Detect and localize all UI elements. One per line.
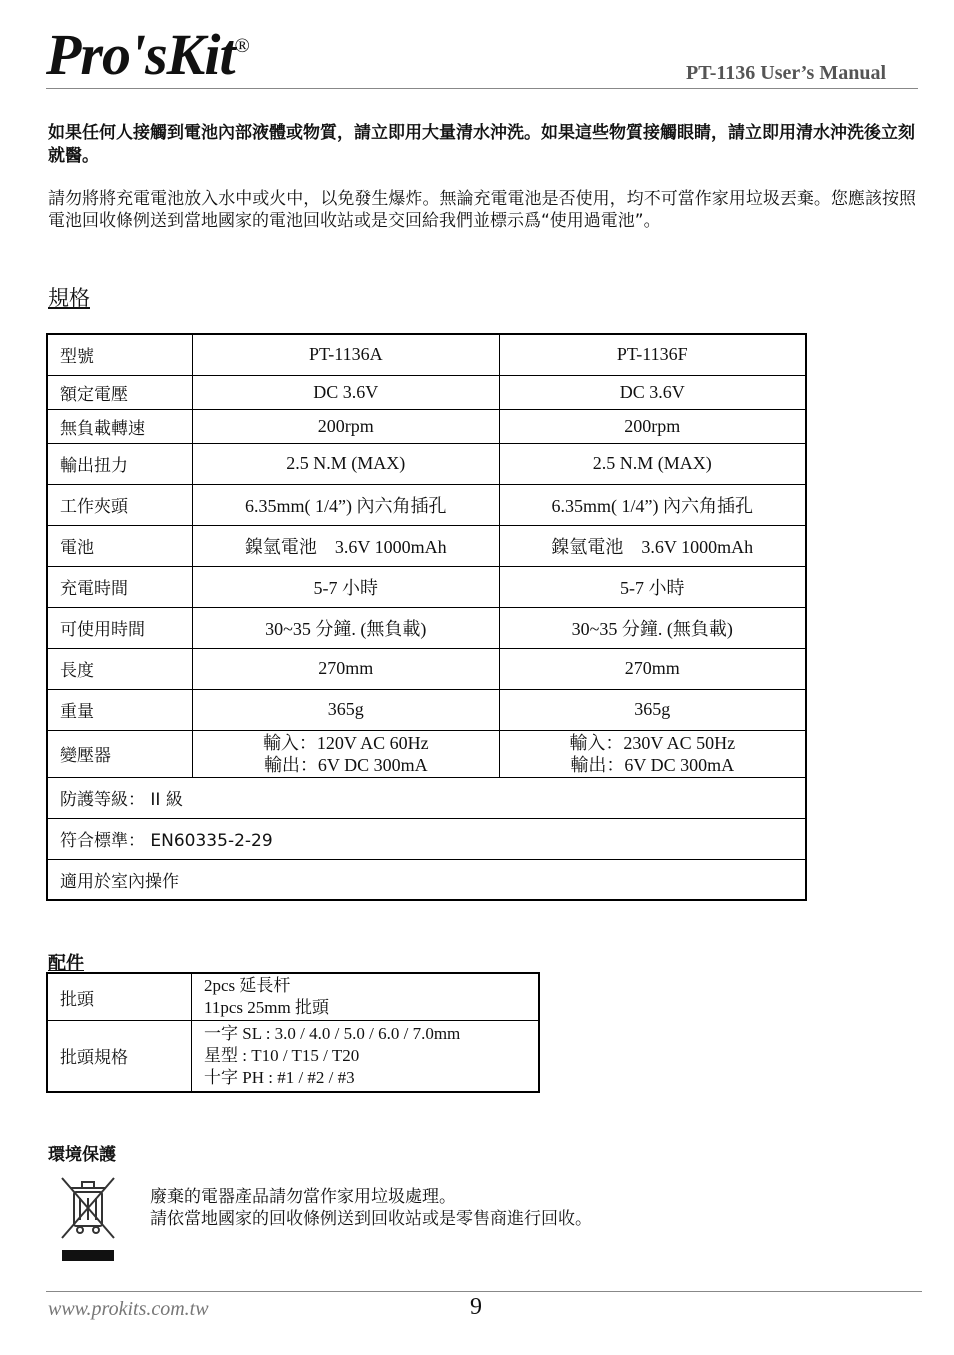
table-row — [47, 777, 806, 818]
environment-line: 請依當地國家的回收條例送到回收站或是零售商進行回收。 — [150, 1209, 592, 1229]
table-row — [47, 484, 806, 525]
bit-spec-label: 批頭規格 — [47, 1021, 192, 1092]
row-label: 長度 — [47, 648, 193, 689]
row-label: 電池 — [47, 525, 193, 566]
table-row — [47, 730, 806, 777]
brand-logo: Pro'sKit® — [46, 22, 249, 87]
header-divider — [46, 88, 918, 89]
table-row — [47, 648, 806, 689]
table-row — [47, 859, 806, 900]
environment-line: 廢棄的電器產品請勿當作家用垃圾處理。 — [150, 1187, 456, 1207]
table-row — [47, 525, 806, 566]
row-value-f: 30~35 分鐘. (無負載) — [499, 607, 806, 648]
row-value-a: 鎳氫電池 3.6V 1000mAh — [193, 525, 499, 566]
warning-text: 如果任何人接觸到電池內部液體或物質，請立即用大量清水沖洗。如果這些物質接觸眼睛，請立即用清水沖洗後立刻就醫。 — [48, 123, 915, 166]
row-label: 無負載轉速 — [47, 409, 193, 443]
row-label: 充電時間 — [47, 566, 193, 607]
spec-heading: 規格 — [48, 286, 90, 310]
table-row — [47, 607, 806, 648]
bit-spec-line: 星型 : T10 / T15 / T20 — [204, 1045, 360, 1065]
table-row — [47, 973, 539, 1021]
bits-label: 批頭 — [47, 973, 192, 1021]
model-a: PT-1136A — [193, 334, 499, 375]
transformer-label: 變壓器 — [47, 730, 193, 777]
bits-line: 2pcs 延長杆 — [204, 976, 291, 995]
spec-header-label: 型號 — [47, 334, 193, 375]
transformer-f-input: 輸入：230V AC 50Hz — [569, 732, 736, 753]
page-number: 9 — [470, 1294, 482, 1320]
row-value-f: 6.35mm( 1/4”) 內六角插孔 — [499, 484, 806, 525]
transformer-a — [193, 730, 499, 777]
protection-class: 防護等級： II 級 — [47, 777, 806, 818]
row-value-a: 2.5 N.M (MAX) — [193, 443, 499, 484]
row-value-a: 365g — [193, 689, 499, 730]
accessories-heading: 配件 — [48, 953, 84, 974]
table-row — [47, 818, 806, 859]
table-row — [47, 689, 806, 730]
transformer-f — [499, 730, 806, 777]
table-row — [47, 566, 806, 607]
row-label: 工作夾頭 — [47, 484, 193, 525]
footer-divider — [46, 1291, 922, 1292]
row-value-f: 270mm — [499, 648, 806, 689]
row-value-a: 30~35 分鐘. (無負載) — [193, 607, 499, 648]
row-label: 重量 — [47, 689, 193, 730]
bit-spec-line: 十字 PH : #1 / #2 / #3 — [204, 1067, 355, 1087]
bits-line: 11pcs 25mm 批頭 — [204, 998, 329, 1017]
row-label: 輸出扭力 — [47, 443, 193, 484]
row-value-a: 6.35mm( 1/4”) 內六角插孔 — [193, 484, 499, 525]
environment-text — [150, 1186, 592, 1230]
standard: 符合標準： EN60335-2-29 — [47, 818, 806, 859]
transformer-a-input: 輸入：120V AC 60Hz — [262, 732, 429, 753]
table-row — [47, 443, 806, 484]
accessories-table — [46, 972, 540, 1093]
transformer-f-output: 輸出：6V DC 300mA — [570, 754, 735, 775]
row-value-f: 鎳氫電池 3.6V 1000mAh — [499, 525, 806, 566]
disposal-note: 請勿將將充電電池放入水中或火中，以免發生爆炸。無論充電電池是否使用，均不可當作家用垃圾丟棄。您應該按照電池回收條例送到當地國家的電池回收站或是交回給我們並標示爲“使用過電池”。 — [48, 189, 916, 231]
row-value-f: 5-7 小時 — [499, 566, 806, 607]
row-label: 可使用時間 — [47, 607, 193, 648]
environment-heading: 環境保護 — [48, 1145, 116, 1165]
bits-value — [192, 973, 540, 1021]
row-value-a: 5-7 小時 — [193, 566, 499, 607]
row-value-a: DC 3.6V — [193, 375, 499, 409]
row-value-a: 270mm — [193, 648, 499, 689]
bit-spec-value — [192, 1021, 540, 1092]
row-value-a: 200rpm — [193, 409, 499, 443]
row-value-f: 2.5 N.M (MAX) — [499, 443, 806, 484]
row-value-f: 365g — [499, 689, 806, 730]
row-label: 額定電壓 — [47, 375, 193, 409]
row-value-f: 200rpm — [499, 409, 806, 443]
table-row — [47, 1021, 539, 1092]
table-row — [47, 334, 806, 375]
manual-title: PT-1136 User’s Manual — [686, 62, 886, 84]
spec-table — [46, 333, 807, 901]
indoor-use: 適用於室內操作 — [47, 859, 806, 900]
crossed-out-bin-icon — [56, 1172, 118, 1264]
transformer-a-output: 輸出：6V DC 300mA — [263, 754, 428, 775]
bit-spec-line: 一字 SL : 3.0 / 4.0 / 5.0 / 6.0 / 7.0mm — [204, 1023, 461, 1043]
footer-url[interactable]: www.prokits.com.tw — [48, 1298, 209, 1320]
row-value-f: DC 3.6V — [499, 375, 806, 409]
model-f: PT-1136F — [499, 334, 806, 375]
table-row — [47, 409, 806, 443]
table-row — [47, 375, 806, 409]
